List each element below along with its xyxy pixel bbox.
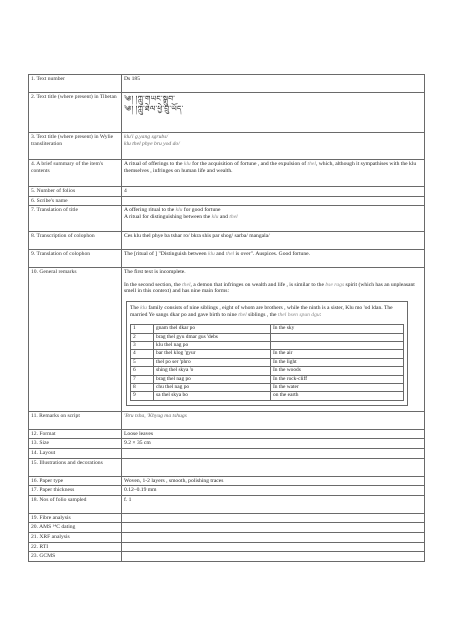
form-location: [271, 341, 404, 349]
form-location: In the sky: [271, 325, 404, 333]
general-remarks-value: [122, 268, 425, 412]
title-tibetan-value: [122, 93, 425, 133]
term-thel: thel: [225, 251, 235, 258]
wylie-title-line: klu'i g.yang sgrubs/: [124, 134, 168, 140]
row-label: 22. RTI: [29, 542, 122, 552]
format-value: Loose leaves: [122, 429, 425, 439]
form-number: 7: [131, 375, 154, 383]
row-size: [29, 439, 425, 449]
title-translation-value: [122, 206, 425, 232]
row-label: 11. Remarks on script: [29, 411, 122, 429]
row-summary: [29, 160, 425, 187]
term-klu: klu: [211, 213, 219, 220]
colophon-translation-value: [122, 250, 425, 268]
form-row: [131, 325, 404, 333]
term-thel: thel: [229, 213, 238, 220]
form-number: 1: [131, 325, 154, 333]
row-fibre-analysis: [29, 513, 425, 523]
row-format: [29, 429, 425, 439]
translation-text: A offering ritual to the: [124, 207, 176, 214]
size-value: 9.2 × 35 cm: [122, 439, 425, 449]
forms-table: [130, 324, 404, 401]
script-remarks-value: 'Bru tsha, 'Khyug ma tshugs: [122, 411, 425, 429]
row-xrf-analysis: [29, 532, 425, 542]
row-label: 1. Text number: [29, 75, 122, 93]
form-name: brag thel nag po: [154, 375, 271, 383]
term-bse-rags: bse rags: [325, 281, 345, 288]
form-row: [131, 350, 404, 358]
form-row: [131, 341, 404, 349]
row-paper-thickness: [29, 486, 425, 496]
form-name: gnam thel dkar po: [154, 325, 271, 333]
row-label: 17. Paper thickness: [29, 486, 122, 496]
colophon-value: Ces klu thel phye ba tshar ro/ bkra shis par shog/ sarba/ mangala/: [122, 232, 425, 250]
row-label: 15. Illustrations and decorations: [29, 458, 122, 476]
translation-text: A ritual for distinguishing between the: [124, 213, 212, 220]
form-name: bar thel klog 'gyur: [154, 350, 271, 358]
row-label: 13. Size: [29, 439, 122, 449]
translation-text: for good fortune: [182, 207, 221, 214]
summary-text: A ritual of offerings to the: [124, 161, 184, 167]
row-colophon-translation: [29, 250, 425, 268]
paper-thickness-value: 0.12–0.19 mm: [122, 486, 425, 496]
row-title-wylie: [29, 133, 425, 160]
title-wylie-value: [122, 133, 425, 160]
form-location: In the rock-cliff: [271, 375, 404, 383]
wylie-title-line: klu thel phye bru yod do/: [124, 140, 180, 147]
form-row: [131, 392, 404, 400]
row-label: 5. Number of folios: [29, 187, 122, 197]
form-row: [131, 375, 404, 383]
row-label: 23. GCMS: [29, 552, 122, 562]
row-gcms: [29, 552, 425, 562]
row-label: 4. A brief summary of the item's contents: [29, 160, 122, 187]
row-illustrations: [29, 458, 425, 476]
remark-paragraph: The first text is incomplete.: [124, 269, 186, 276]
summary-text: , which, although it sympathises with the klu themselves , infringes on human life and wealth.: [124, 161, 417, 174]
form-location: on the earth: [271, 392, 404, 400]
colophon-text: and: [214, 251, 226, 258]
row-paper-type: [29, 476, 425, 486]
scribe-value: [122, 196, 425, 206]
folios-value: 4: [122, 187, 425, 197]
row-text-number: [29, 75, 425, 93]
row-ams-dating: [29, 523, 425, 533]
row-label: 19. Fibre analysis: [29, 513, 122, 523]
form-location: In the light: [271, 358, 404, 366]
term-thel: thel: [238, 311, 247, 318]
form-location: In the water: [271, 384, 404, 392]
colophon-text: is over". Auspices. Good fortune.: [234, 251, 311, 258]
row-label: 12. Format: [29, 429, 122, 439]
forms-description: [130, 305, 404, 318]
form-name: klu thel nag po: [154, 341, 271, 349]
row-label: 18. Nos of folio sampled: [29, 495, 122, 513]
translation-line: [124, 207, 422, 214]
form-name: chu thel nag po: [154, 384, 271, 392]
paper-type-value: Woven, 1-2 layers , smooth, polishing traces: [122, 476, 425, 486]
remark-text: spirit (which has an unpleasant smell in this context) and has nine main forms:: [124, 281, 415, 295]
box-text: The: [130, 304, 141, 311]
ams-dating-value: [122, 523, 425, 533]
row-label: 21. XRF analysis: [29, 532, 122, 542]
xrf-analysis-value: [122, 532, 425, 542]
form-location: In the woods: [271, 367, 404, 375]
colophon-text: The [ritual of ] "Distinguish between: [124, 251, 208, 258]
form-name: sa thel skya bo: [154, 392, 271, 400]
remark-text: In the second section, the: [124, 281, 183, 288]
row-label: 2. Text title (where present) in Tibetan: [29, 93, 122, 133]
remark-paragraph: [124, 282, 422, 295]
layout-value: [122, 449, 425, 459]
tibetan-title-line: ༄། །ཀླུ་གཡང་སྒྲུབ་: [124, 94, 176, 103]
translation-line: [124, 214, 422, 221]
term-klu: klu: [183, 161, 191, 167]
row-label: 20. AMS ¹⁴C dating: [29, 523, 122, 533]
row-folio-sampled: [29, 495, 425, 513]
tibetan-title-line: ༄། །ཀླུ་ཐེལ་ཕྱེ་བྲུ་ཡོད་: [124, 104, 184, 113]
folio-sampled-value: f. 1: [122, 495, 425, 513]
form-number: 2: [131, 333, 154, 341]
row-label: 9. Translation of colophon: [29, 250, 122, 268]
form-row: [131, 333, 404, 341]
form-number: 4: [131, 350, 154, 358]
row-label: 3. Text title (where present) in Wylie transliteration: [29, 133, 122, 160]
fibre-analysis-value: [122, 513, 425, 523]
row-label: 7. Translation of title: [29, 206, 122, 232]
box-text: :: [319, 311, 322, 318]
forms-table-body: [131, 325, 404, 401]
row-label: 16. Paper type: [29, 476, 122, 486]
rti-value: [122, 542, 425, 552]
form-name: thel po ser 'phro: [154, 358, 271, 366]
row-rti: [29, 542, 425, 552]
form-number: 3: [131, 341, 154, 349]
translation-text: and: [218, 213, 230, 220]
form-row: [131, 367, 404, 375]
row-label: 14. Layout: [29, 449, 122, 459]
summary-value: [122, 160, 425, 187]
form-row: [131, 384, 404, 392]
form-number: 9: [131, 392, 154, 400]
form-location: In the air: [271, 350, 404, 358]
remark-text: , a demon that infringes on wealth and life , is similar to the: [190, 281, 326, 288]
term-klu: klu: [208, 251, 215, 258]
form-name: brag thel gyu dmar gus 'debs: [154, 333, 271, 341]
summary-text: for the acquisition of fortune , and the expulsion of: [190, 161, 308, 167]
catalogue-table: [28, 74, 425, 562]
form-name: shing thel skya 'o: [154, 367, 271, 375]
row-title-translation: [29, 206, 425, 232]
illustrations-value: [122, 458, 425, 476]
row-general-remarks: [29, 268, 425, 412]
form-location: [271, 333, 404, 341]
form-number: 5: [131, 358, 154, 366]
row-label: 10. General remarks: [29, 268, 122, 412]
term-thel: thel: [182, 281, 191, 288]
box-text: family consists of nine siblings , eight of whom are brothers , while the ninth is a sister, Klu mo 'od ldan. The married Ye sangs dkar po and gave birth to nine: [130, 304, 393, 318]
form-number: 8: [131, 384, 154, 392]
row-layout: [29, 449, 425, 459]
row-label: 8. Transcription of colophon: [29, 232, 122, 250]
row-label: 6. Scribe's name: [29, 196, 122, 206]
forms-box: [126, 301, 408, 406]
term-thel-bsen: thel bsen spun dgu: [277, 311, 320, 318]
term-klu: klu: [140, 304, 147, 311]
row-folios: [29, 187, 425, 197]
row-colophon: [29, 232, 425, 250]
gcms-value: [122, 552, 425, 562]
form-number: 6: [131, 367, 154, 375]
row-title-tibetan: [29, 93, 425, 133]
row-scribe: [29, 196, 425, 206]
term-thel: thel: [307, 161, 316, 167]
form-row: [131, 358, 404, 366]
row-script-remarks: [29, 411, 425, 429]
text-number-value: Ds 185: [122, 75, 425, 93]
term-klu: klu: [175, 207, 183, 214]
box-text: siblings , the: [246, 311, 278, 318]
